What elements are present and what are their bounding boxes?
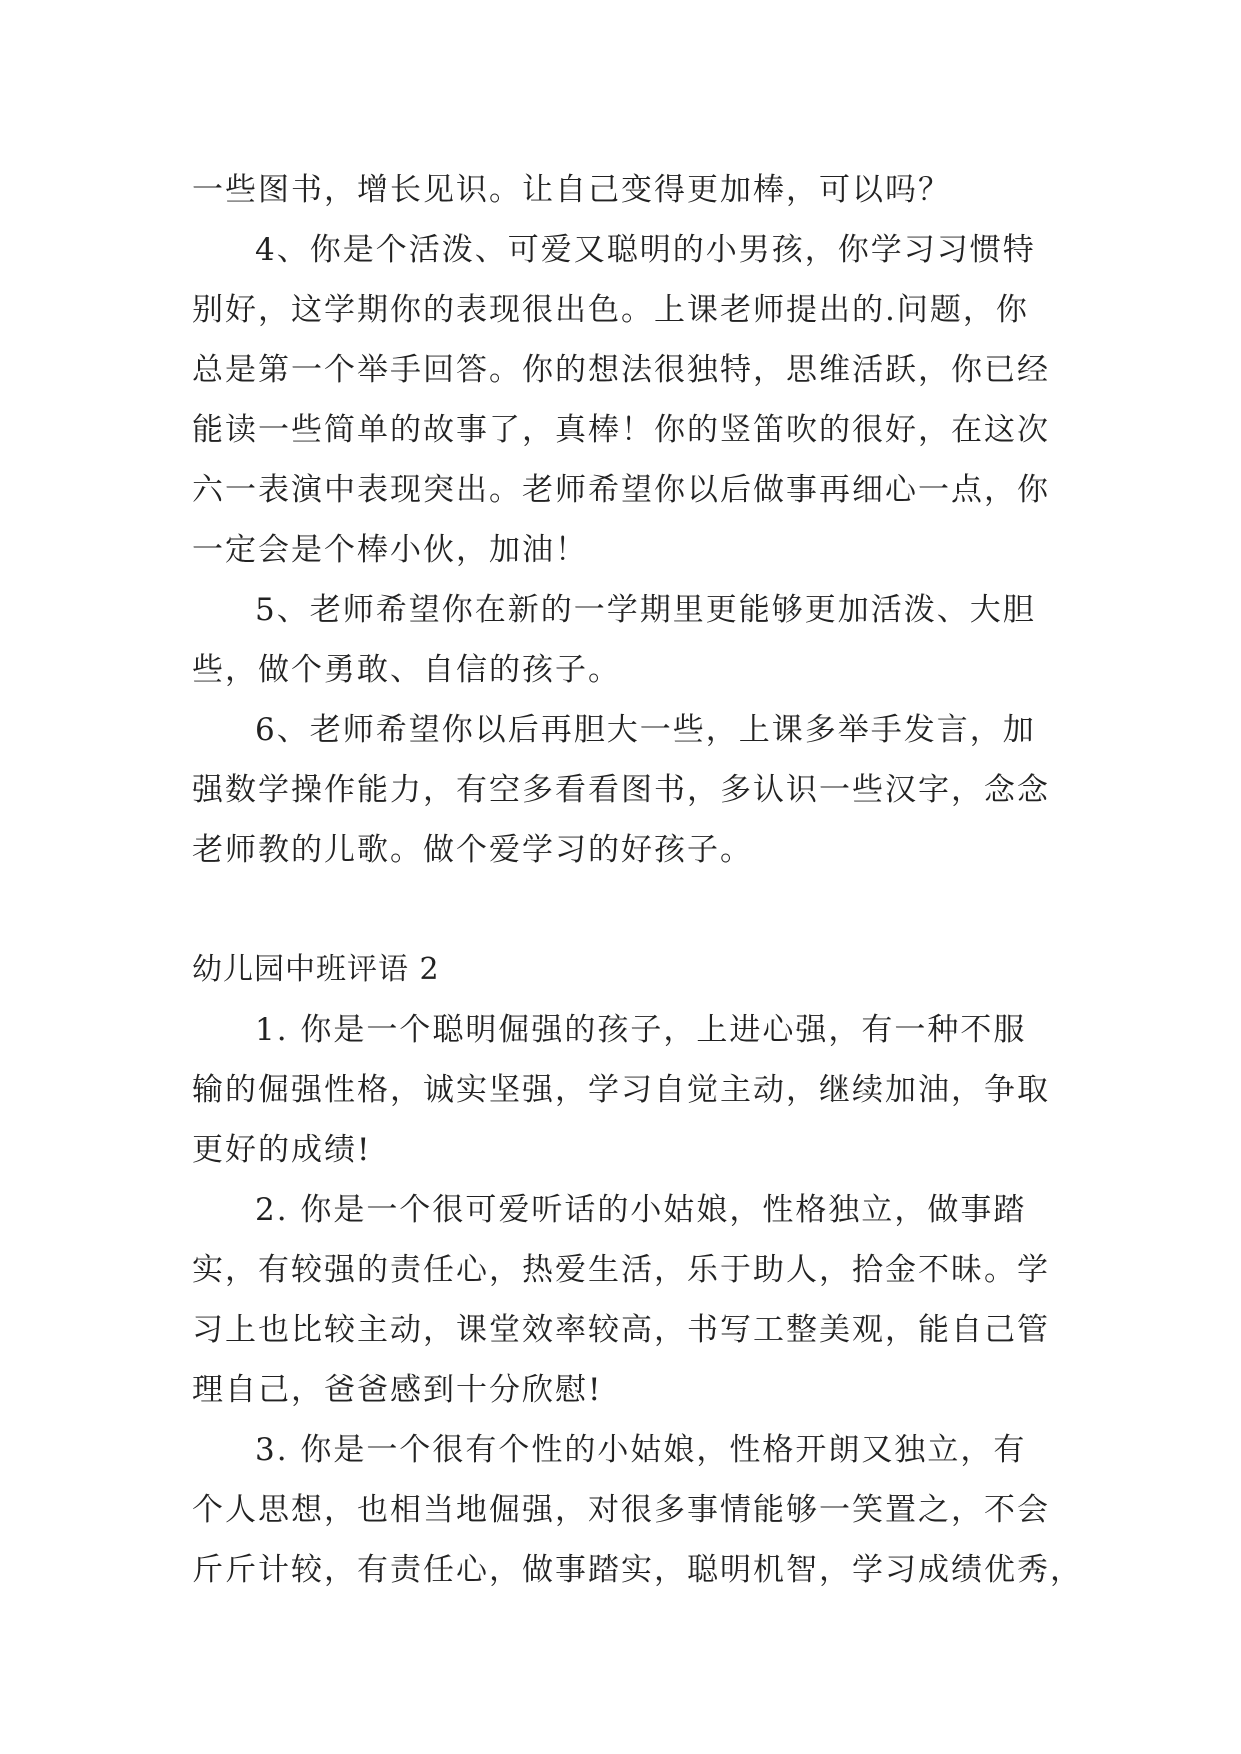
text-line: 别好，这学期你的表现很出色。上课老师提出的.问题，你 bbox=[192, 292, 1029, 328]
text-line: 总是第一个举手回答。你的想法很独特，思维活跃，你已经 bbox=[192, 352, 1050, 388]
section-spacer bbox=[192, 880, 1062, 940]
text-line: 习上也比较主动，课堂效率较高，书写工整美观，能自己管 bbox=[192, 1312, 1050, 1348]
paragraph-5-line: 5、老师希望你在新的一学期里更能够更加活泼、大胆 bbox=[255, 592, 1036, 628]
paragraph-4-line: 4、你是个活泼、可爱又聪明的小男孩，你学习习惯特 bbox=[255, 232, 1036, 268]
text-line: 能读一些简单的故事了，真棒！你的竖笛吹的很好，在这次 bbox=[192, 412, 1050, 448]
text-line: 个人思想，也相当地倔强，对很多事情能够一笑置之，不会 bbox=[192, 1492, 1050, 1528]
text-line: 六一表演中表现突出。老师希望你以后做事再细心一点，你 bbox=[192, 472, 1050, 508]
text-line: 一些图书，增长见识。让自己变得更加棒，可以吗？ bbox=[192, 172, 951, 208]
paragraph-2-line: 2. 你是一个很可爱听话的小姑娘，性格独立，做事踏 bbox=[255, 1192, 1027, 1228]
text-line: 输的倔强性格，诚实坚强，学习自觉主动，继续加油，争取 bbox=[192, 1072, 1050, 1108]
text-line: 实，有较强的责任心，热爱生活，乐于助人，拾金不昧。学 bbox=[192, 1252, 1050, 1288]
document-body bbox=[192, 160, 1083, 1600]
text-line: 一定会是个棒小伙，加油！ bbox=[192, 532, 588, 568]
text-line: 老师教的儿歌。做个爱学习的好孩子。 bbox=[192, 832, 753, 868]
paragraph-6-line: 6、老师希望你以后再胆大一些，上课多举手发言，加 bbox=[255, 712, 1036, 748]
text-line: 斤斤计较，有责任心，做事踏实，聪明机智，学习成绩优秀， bbox=[192, 1552, 1083, 1588]
text-line: 更好的成绩! bbox=[192, 1132, 372, 1168]
paragraph-3-line: 3. 你是一个很有个性的小姑娘，性格开朗又独立，有 bbox=[255, 1432, 1027, 1468]
paragraph-1-line: 1. 你是一个聪明倔强的孩子，上进心强，有一种不服 bbox=[255, 1012, 1027, 1048]
text-line: 理自己，爸爸感到十分欣慰! bbox=[192, 1372, 603, 1408]
section-title: 幼儿园中班评语 2 bbox=[192, 952, 440, 987]
text-line: 强数学操作能力，有空多看看图书，多认识一些汉字，念念 bbox=[192, 772, 1050, 808]
text-line: 些，做个勇敢、自信的孩子。 bbox=[192, 652, 621, 688]
